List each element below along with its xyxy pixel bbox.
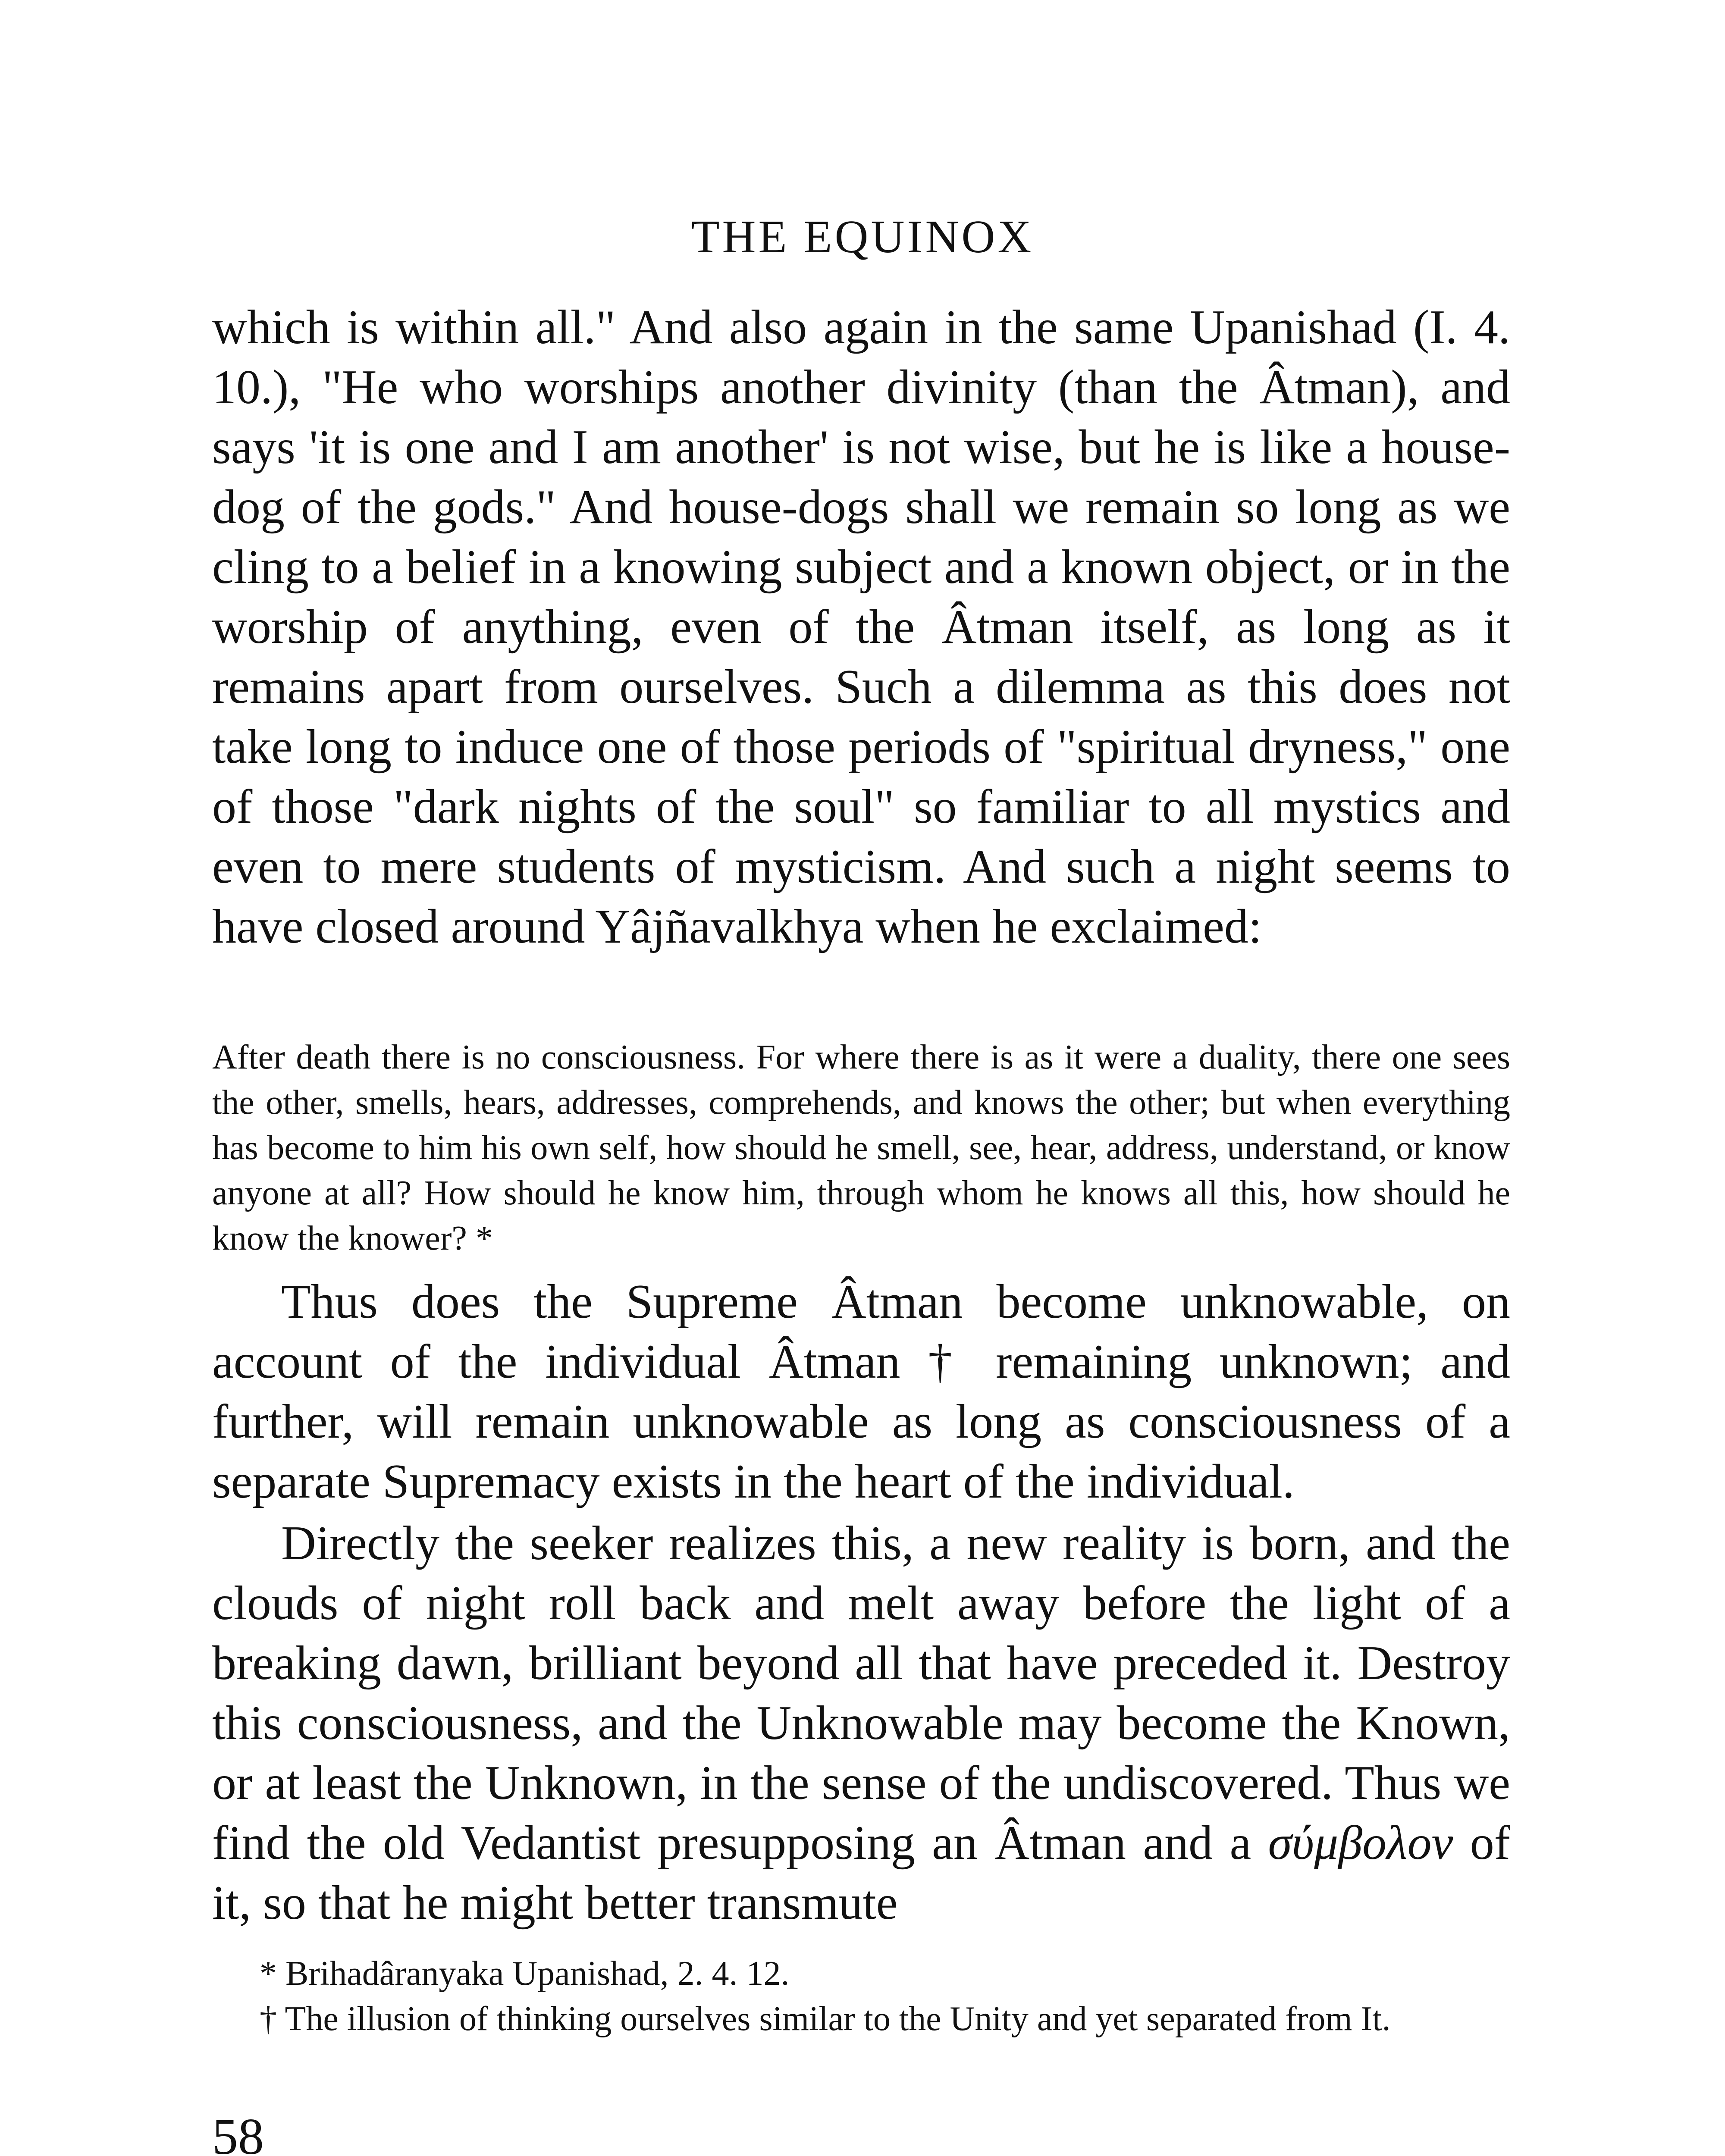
paragraph-3-text: Directly the seeker realizes this, a new reality is born, and the clouds of night roll back and melt away before the light of a breaking dawn, brilliant beyond all that have preceded it. Destroy this consciousness, and the Unknowable may become the Known, or at least the Unknown, in the sense of the undiscovered. Thus we find the old Vedantist presupposing an Âtman and a xyxy=(212,1517,1510,1870)
page-number: 58 xyxy=(212,2108,264,2156)
greek-word: σύμβολον xyxy=(1268,1816,1453,1870)
running-head: THE EQUINOX xyxy=(691,211,1034,263)
footnote-2: † The illusion of thinking ourselves similar to the Unity and yet separated from It. xyxy=(260,2000,1391,2038)
footnote-1: * Brihadâranyaka Upanishad, 2. 4. 12. xyxy=(260,1955,790,1993)
body-paragraph-1: which is within all." And also again in the same Upanishad (I. 4. 10.), "He who worships another divinity (than the Âtman), and says 'it is one and I am another' is not wise, but he is like a house-dog of the gods." And house-dogs shall we remain so long as we cling to a belief in a knowing subject and a known object, or in the worship of anything, even of the Âtman itself, as long as it remains apart from ourselves. Such a dilemma as this does not take long to induce one of those periods of "spiritual dryness," one of those "dark nights of the soul" so familiar to all mystics and even to mere students of mysticism. And such a night seems to have closed around Yâjñavalkhya when he exclaimed: xyxy=(212,301,1510,953)
body-paragraph-2: Thus does the Supreme Âtman become unknowable, on account of the individual Âtman † remaining unknown; and further, will remain unknowable as long as consciousness of a separate Supremacy exists in the heart of the individual. xyxy=(212,1275,1510,1508)
paragraph-3-text-end: of it, so that he might better transmute xyxy=(212,1816,1511,1930)
block-quote: After death there is no consciousness. For where there is as it were a duality, there one sees the other, smells, hears, addresses, comprehends, and knows the other; but when everything has become to him his own self, how should he smell, see, hear, address, understand, or know anyone at all? How should he know him, through whom he knows all this, how should he know the knower? * xyxy=(212,1038,1510,1257)
body-paragraph-3 xyxy=(212,1514,1510,1933)
